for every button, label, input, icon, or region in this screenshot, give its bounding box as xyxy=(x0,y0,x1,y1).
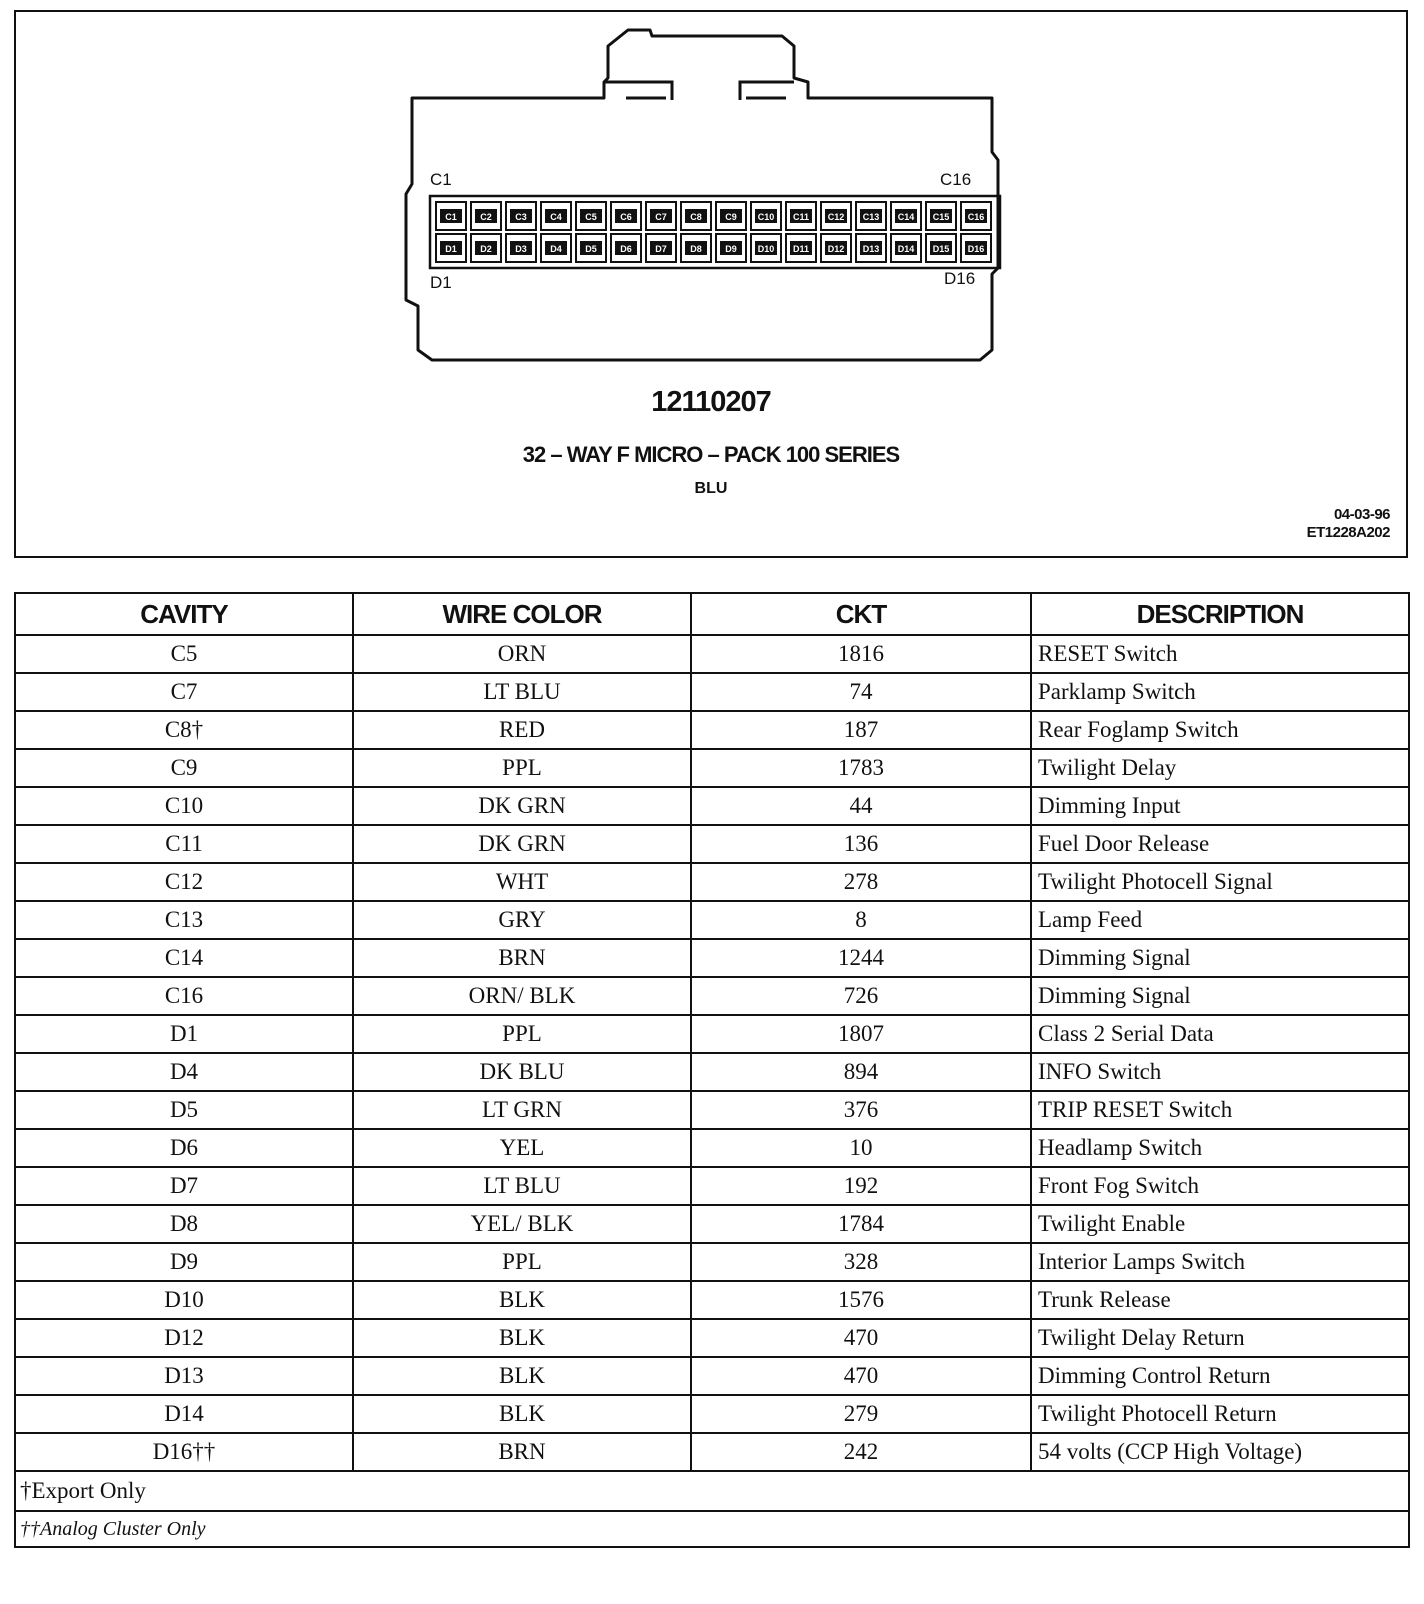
footnote-analog: ††Analog Cluster Only xyxy=(15,1511,1409,1547)
cavity-label: D1 xyxy=(445,244,457,254)
label-d1: D1 xyxy=(430,273,452,292)
latch-slot-left xyxy=(604,82,672,100)
cavity-label: C6 xyxy=(620,212,632,222)
cavity-label: D4 xyxy=(550,244,562,254)
table-row xyxy=(15,711,1409,749)
cell-description: RESET Switch xyxy=(1031,635,1409,673)
cell-cavity: D6 xyxy=(15,1129,353,1167)
table-row xyxy=(15,1243,1409,1281)
cell-ckt: 187 xyxy=(691,711,1031,749)
cavity-label: D8 xyxy=(690,244,702,254)
cell-cavity: C11 xyxy=(15,825,353,863)
cell-cavity: D4 xyxy=(15,1053,353,1091)
cell-ckt: 1783 xyxy=(691,749,1031,787)
cell-cavity: D16†† xyxy=(15,1433,353,1471)
cavity-label: C9 xyxy=(725,212,737,222)
header-cavity: CAVITY xyxy=(15,593,353,635)
cell-ckt: 1784 xyxy=(691,1205,1031,1243)
cavity-label: D13 xyxy=(862,244,880,254)
header-description: DESCRIPTION xyxy=(1031,593,1409,635)
cell-cavity: C5 xyxy=(15,635,353,673)
footnote-row xyxy=(15,1471,1409,1511)
cell-description: TRIP RESET Switch xyxy=(1031,1091,1409,1129)
cavity-label: C7 xyxy=(655,212,667,222)
cell-ckt: 278 xyxy=(691,863,1031,901)
cell-wire-color: GRY xyxy=(353,901,691,939)
cell-wire-color: BRN xyxy=(353,939,691,977)
cell-ckt: 10 xyxy=(691,1129,1031,1167)
cell-cavity: C9 xyxy=(15,749,353,787)
table-row xyxy=(15,901,1409,939)
cavity-label: D15 xyxy=(932,244,950,254)
label-d16: D16 xyxy=(944,269,976,288)
cell-cavity: C14 xyxy=(15,939,353,977)
table-row xyxy=(15,1357,1409,1395)
cavity-label: C14 xyxy=(897,212,915,222)
cell-ckt: 44 xyxy=(691,787,1031,825)
cell-cavity: D13 xyxy=(15,1357,353,1395)
cell-cavity: C13 xyxy=(15,901,353,939)
cell-description: Class 2 Serial Data xyxy=(1031,1015,1409,1053)
cell-ckt: 894 xyxy=(691,1053,1031,1091)
cell-ckt: 726 xyxy=(691,977,1031,1015)
table-row xyxy=(15,863,1409,901)
table-row xyxy=(15,635,1409,673)
cell-description: Twilight Delay Return xyxy=(1031,1319,1409,1357)
cavity-label: D11 xyxy=(792,244,810,254)
pinout-table xyxy=(14,592,1410,1548)
cell-ckt: 8 xyxy=(691,901,1031,939)
cavity-label: C1 xyxy=(445,212,457,222)
connector-color: BLU xyxy=(694,480,728,497)
document-date: 04-03-96 xyxy=(1333,506,1390,523)
cell-ckt: 192 xyxy=(691,1167,1031,1205)
table-row xyxy=(15,1167,1409,1205)
cell-description: Dimming Signal xyxy=(1031,939,1409,977)
cell-description: Front Fog Switch xyxy=(1031,1167,1409,1205)
cavity-label: D14 xyxy=(897,244,915,254)
cell-cavity: D12 xyxy=(15,1319,353,1357)
part-number: 12110207 xyxy=(651,386,771,418)
cell-description: Lamp Feed xyxy=(1031,901,1409,939)
pinout-body xyxy=(15,635,1409,1471)
cell-cavity: D1 xyxy=(15,1015,353,1053)
cavity-label: C5 xyxy=(585,212,597,222)
cell-wire-color: LT BLU xyxy=(353,673,691,711)
cavity-label: D2 xyxy=(480,244,492,254)
cell-description: Interior Lamps Switch xyxy=(1031,1243,1409,1281)
cell-cavity: C16 xyxy=(15,977,353,1015)
table-row xyxy=(15,1395,1409,1433)
cavity-label: C2 xyxy=(480,212,492,222)
cell-description: Dimming Input xyxy=(1031,787,1409,825)
cavity-label: D12 xyxy=(827,244,845,254)
cavity-label: C4 xyxy=(550,212,562,222)
cell-wire-color: YEL xyxy=(353,1129,691,1167)
cell-wire-color: LT GRN xyxy=(353,1091,691,1129)
cell-description: INFO Switch xyxy=(1031,1053,1409,1091)
cavity-label: D6 xyxy=(620,244,632,254)
cell-ckt: 74 xyxy=(691,673,1031,711)
table-row xyxy=(15,1129,1409,1167)
cell-description: Dimming Signal xyxy=(1031,977,1409,1015)
table-row xyxy=(15,1053,1409,1091)
table-row xyxy=(15,1015,1409,1053)
table-row xyxy=(15,1091,1409,1129)
cell-description: Twilight Photocell Signal xyxy=(1031,863,1409,901)
cell-description: Fuel Door Release xyxy=(1031,825,1409,863)
cell-wire-color: WHT xyxy=(353,863,691,901)
cell-description: Parklamp Switch xyxy=(1031,673,1409,711)
table-row xyxy=(15,1281,1409,1319)
cell-description: Twilight Delay xyxy=(1031,749,1409,787)
cavity-label: D9 xyxy=(725,244,737,254)
cell-cavity: C12 xyxy=(15,863,353,901)
cell-ckt: 470 xyxy=(691,1319,1031,1357)
cell-cavity: D8 xyxy=(15,1205,353,1243)
cell-wire-color: BRN xyxy=(353,1433,691,1471)
label-c16: C16 xyxy=(940,170,972,189)
cell-cavity: D9 xyxy=(15,1243,353,1281)
latch-slot-right xyxy=(740,82,794,100)
cell-description: Dimming Control Return xyxy=(1031,1357,1409,1395)
cell-wire-color: BLK xyxy=(353,1281,691,1319)
cell-wire-color: LT BLU xyxy=(353,1167,691,1205)
cell-ckt: 136 xyxy=(691,825,1031,863)
cavity-label: D5 xyxy=(585,244,597,254)
cavity-label: C11 xyxy=(792,212,810,222)
table-row xyxy=(15,939,1409,977)
cell-ckt: 1816 xyxy=(691,635,1031,673)
cell-ckt: 1244 xyxy=(691,939,1031,977)
cell-ckt: 470 xyxy=(691,1357,1031,1395)
label-c1: C1 xyxy=(430,170,452,189)
cell-description: Twilight Enable xyxy=(1031,1205,1409,1243)
table-row xyxy=(15,1205,1409,1243)
cell-cavity: C10 xyxy=(15,787,353,825)
cell-ckt: 328 xyxy=(691,1243,1031,1281)
cavity-label: C13 xyxy=(862,212,880,222)
cell-ckt: 1576 xyxy=(691,1281,1031,1319)
cavity-rows xyxy=(436,202,991,262)
cavity-label: C12 xyxy=(827,212,845,222)
cell-wire-color: BLK xyxy=(353,1395,691,1433)
cell-ckt: 242 xyxy=(691,1433,1031,1471)
table-row xyxy=(15,749,1409,787)
cell-wire-color: PPL xyxy=(353,749,691,787)
footnote-row xyxy=(15,1511,1409,1547)
cell-description: 54 volts (CCP High Voltage) xyxy=(1031,1433,1409,1471)
cavity-label: C3 xyxy=(515,212,527,222)
cell-wire-color: BLK xyxy=(353,1357,691,1395)
cell-ckt: 376 xyxy=(691,1091,1031,1129)
cavity-label: D7 xyxy=(655,244,667,254)
cell-wire-color: DK GRN xyxy=(353,825,691,863)
cell-description: Rear Foglamp Switch xyxy=(1031,711,1409,749)
connector-drawing xyxy=(16,12,1410,560)
footnote-export: †Export Only xyxy=(15,1471,1409,1511)
cell-wire-color: PPL xyxy=(353,1015,691,1053)
cavity-label: C15 xyxy=(932,212,950,222)
cavity-label: C8 xyxy=(690,212,702,222)
connector-description: 32 – WAY F MICRO – PACK 100 SERIES xyxy=(522,442,900,467)
cell-cavity: D7 xyxy=(15,1167,353,1205)
cell-wire-color: YEL/ BLK xyxy=(353,1205,691,1243)
cell-description: Trunk Release xyxy=(1031,1281,1409,1319)
table-row xyxy=(15,1319,1409,1357)
cell-wire-color: ORN xyxy=(353,635,691,673)
cell-cavity: C8† xyxy=(15,711,353,749)
cell-cavity: C7 xyxy=(15,673,353,711)
table-header-row xyxy=(15,593,1409,635)
cell-wire-color: RED xyxy=(353,711,691,749)
table-row xyxy=(15,1433,1409,1471)
table-row xyxy=(15,825,1409,863)
cavity-label: C16 xyxy=(967,212,985,222)
cell-wire-color: ORN/ BLK xyxy=(353,977,691,1015)
cavity-label: C10 xyxy=(757,212,775,222)
cell-description: Twilight Photocell Return xyxy=(1031,1395,1409,1433)
cell-ckt: 1807 xyxy=(691,1015,1031,1053)
document-code: ET1228A202 xyxy=(1306,524,1390,541)
cell-ckt: 279 xyxy=(691,1395,1031,1433)
cell-cavity: D14 xyxy=(15,1395,353,1433)
cell-wire-color: DK BLU xyxy=(353,1053,691,1091)
cell-description: Headlamp Switch xyxy=(1031,1129,1409,1167)
cell-wire-color: PPL xyxy=(353,1243,691,1281)
connector-diagram-panel xyxy=(14,10,1408,558)
cell-cavity: D10 xyxy=(15,1281,353,1319)
header-ckt: CKT xyxy=(691,593,1031,635)
cell-wire-color: BLK xyxy=(353,1319,691,1357)
cell-cavity: D5 xyxy=(15,1091,353,1129)
table-row xyxy=(15,673,1409,711)
table-row xyxy=(15,977,1409,1015)
table-row xyxy=(15,787,1409,825)
cavity-label: D10 xyxy=(757,244,775,254)
header-wire-color: WIRE COLOR xyxy=(353,593,691,635)
cell-wire-color: DK GRN xyxy=(353,787,691,825)
cavity-label: D16 xyxy=(967,244,985,254)
cavity-label: D3 xyxy=(515,244,527,254)
